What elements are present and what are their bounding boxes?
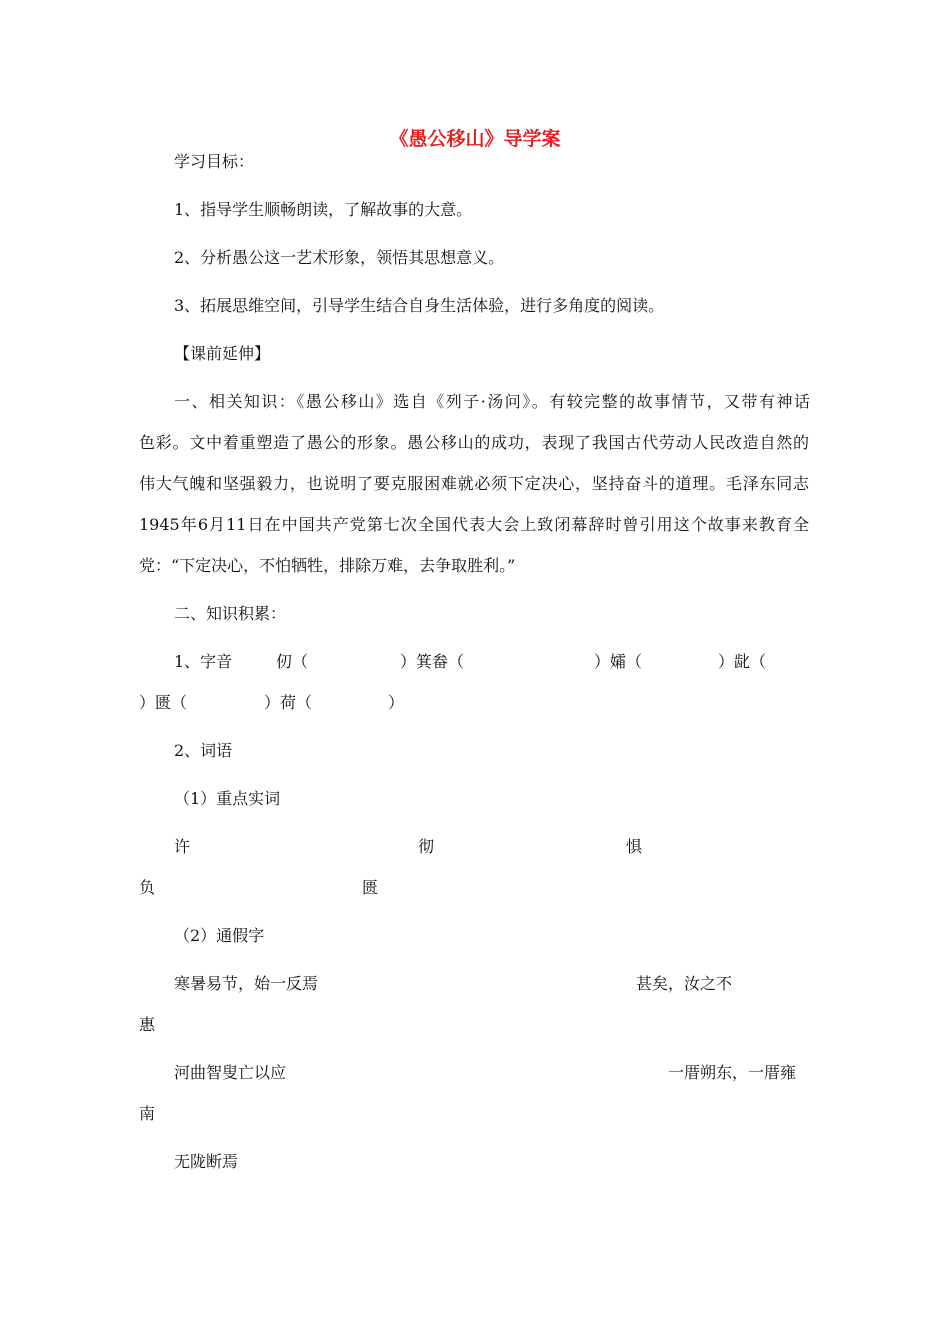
key-word-3: 惧 bbox=[626, 837, 643, 856]
pronunciation-item-7: ） bbox=[388, 693, 405, 712]
objectives-heading: 学习目标： bbox=[174, 152, 255, 171]
section1-line-4: 1945年6月11日在中国共产党第七次全国代表大会上致闭幕辞时曾引用这个故事来教育全 bbox=[139, 515, 809, 534]
pronunciation-item-5: ）匮（ bbox=[139, 693, 188, 712]
page-title: 《愚公移山》导学案 bbox=[389, 128, 561, 150]
key-word-5: 匮 bbox=[362, 878, 379, 897]
pronunciation-item-4: ）龀（ bbox=[718, 652, 767, 671]
objective-item-3: 3、拓展思维空间，引导学生结合自身生活体验，进行多角度的阅读。 bbox=[174, 296, 665, 315]
tongjiazi-item-4-wrap: 南 bbox=[139, 1104, 156, 1123]
pronunciation-item-1: 仞（ bbox=[276, 652, 309, 671]
pronunciation-item-3: ）孀（ bbox=[594, 652, 643, 671]
objective-item-2: 2、分析愚公这一艺术形象，领悟其思想意义。 bbox=[174, 248, 505, 267]
key-words-heading: （1）重点实词 bbox=[174, 789, 281, 808]
key-word-1: 许 bbox=[174, 837, 191, 856]
section1-line-5: 党：“下定决心，不怕牺牲，排除万难，去争取胜利。” bbox=[139, 556, 516, 575]
tongjiazi-item-2: 甚矣，汝之不 bbox=[636, 974, 733, 993]
section1-line-2: 色彩。文中着重塑造了愚公的形象。愚公移山的成功，表现了我国古代劳动人民改造自然的 bbox=[139, 433, 809, 452]
key-word-2: 彻 bbox=[418, 837, 435, 856]
tongjiazi-item-3: 河曲智叟亡以应 bbox=[174, 1063, 287, 1082]
section2-heading: 二、知识积累： bbox=[174, 604, 287, 623]
pronunciation-item-6: ）荷（ bbox=[264, 693, 313, 712]
tongjiazi-heading: （2）通假字 bbox=[174, 926, 265, 945]
pronunciation-label: 1、字音 bbox=[174, 652, 233, 671]
tongjiazi-item-1: 寒暑易节，始一反焉 bbox=[174, 974, 319, 993]
section1-line-3: 伟大气魄和坚强毅力，也说明了要克服困难就必须下定决心，坚持奋斗的道理。毛泽东同志 bbox=[139, 474, 809, 493]
pre-class-heading: 【课前延伸】 bbox=[174, 344, 271, 363]
key-word-4: 负 bbox=[139, 878, 156, 897]
tongjiazi-item-5: 无陇断焉 bbox=[174, 1152, 239, 1171]
tongjiazi-item-2-wrap: 惠 bbox=[139, 1015, 156, 1034]
section1-line-1: 一、相关知识：《愚公移山》选自《列子·汤问》。有较完整的故事情节，又带有神话 bbox=[174, 392, 810, 411]
pronunciation-item-2: ）箕畚（ bbox=[400, 652, 465, 671]
objective-item-1: 1、指导学生顺畅朗读，了解故事的大意。 bbox=[174, 200, 473, 219]
vocab-heading: 2、词语 bbox=[174, 741, 233, 760]
tongjiazi-item-4: 一厝朔东，一厝雍 bbox=[668, 1063, 797, 1082]
